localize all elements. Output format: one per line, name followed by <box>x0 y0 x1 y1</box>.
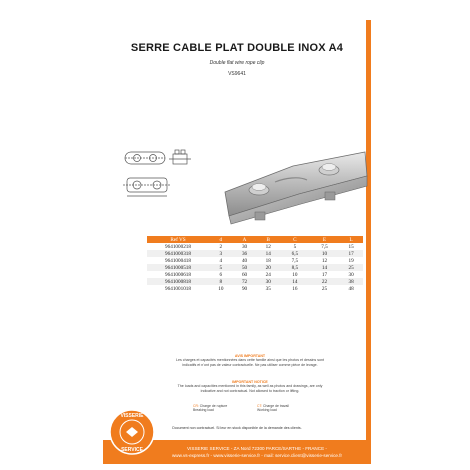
legend-cr-fr: Charge de rupture <box>199 404 228 408</box>
table-cell: 4 <box>219 257 223 264</box>
table-cell: 25 <box>321 285 328 292</box>
table-cell: 36 <box>233 250 257 257</box>
table-row <box>147 271 363 278</box>
column-header: L <box>339 236 363 243</box>
table-cell: 48 <box>348 285 354 292</box>
table-cell: 60 <box>241 271 248 278</box>
table-cell: 9641000418 <box>165 257 191 264</box>
technical-drawing <box>123 146 205 202</box>
table-cell: 7,5 <box>291 257 299 264</box>
table-cell: 9641000618 <box>165 271 191 278</box>
table-cell: 50 <box>233 264 257 271</box>
table-cell: 2 <box>219 243 223 250</box>
table-cell: 30 <box>256 278 280 285</box>
column-header: C <box>280 236 310 243</box>
table-cell: 12 <box>321 257 328 264</box>
column-header: E <box>310 236 340 243</box>
notice-fr-text: Les charges et capacités mentionnées dans cette famille ainsi que les photos et dessins sont indicatifs et n'ont pas de valeur contractuelle. Ne pas utiliser comme pièce de levage. <box>175 358 325 367</box>
legend-ct-en: Working load <box>257 408 277 412</box>
table-cell: 12 <box>265 243 271 250</box>
table-cell: 9641000218 <box>165 243 191 250</box>
legend-breaking-load <box>193 404 227 412</box>
table-cell: 10 <box>292 271 298 278</box>
logo-text-top: VISSERIE <box>120 413 144 419</box>
table-row <box>147 285 363 292</box>
notice-fr-heading: AVIS IMPORTANT <box>234 354 266 358</box>
footer-contact: www.vs-express.fr - www.visserie-service.fr - mail: service.client@visserie-service.fr <box>171 453 343 458</box>
table-cell: 3 <box>209 250 233 257</box>
page-subtitle: Double flat wire rope clip <box>209 60 265 66</box>
column-header: Ref VS <box>147 236 209 243</box>
table-cell: 16 <box>292 285 298 292</box>
footer-address: VISSERIE SERVICE - ZA Nord 72300 PARCE/SARTHE - FRANCE - <box>187 446 327 451</box>
product-reference: VS9641 <box>228 71 246 77</box>
table-cell: 8,5 <box>280 264 310 271</box>
notice-en-text: The loads and capacities mentioned in this family, as well as photos and drawings, are only indicative and not contractual. Not allowed to traction or lifting. <box>177 384 323 393</box>
table-row <box>147 257 363 264</box>
table-cell: 10 <box>218 285 224 292</box>
table-cell: 6 <box>219 271 223 278</box>
table-cell: 25 <box>339 264 363 271</box>
table-cell: 9641001018 <box>165 285 191 292</box>
table-cell: 9641000818 <box>147 278 209 285</box>
legend-cr-en: Breaking load <box>193 408 214 412</box>
legend-ct-fr: Charge de travail <box>263 404 289 408</box>
notice-en <box>175 380 325 393</box>
table-cell: 90 <box>241 285 248 292</box>
logo-text-bottom: SERVICE <box>121 447 143 453</box>
disclaimer-footnote: Document non contractuel. Si leur en stock disponible de la demande des clients. <box>172 426 302 430</box>
table-cell: 22 <box>310 278 340 285</box>
table-row <box>147 264 363 271</box>
table-cell: 7,5 <box>321 243 328 250</box>
table-cell: 9641000318 <box>147 250 209 257</box>
table-cell: 20 <box>256 264 280 271</box>
legend-cr-abbr: CR: <box>193 404 199 408</box>
product-photo <box>215 132 373 228</box>
legend-ct-abbr: CT: <box>257 404 263 408</box>
table-cell: 8 <box>209 278 233 285</box>
table-cell: 17 <box>339 250 363 257</box>
notice-fr <box>175 354 325 367</box>
table-cell: 6,5 <box>280 250 310 257</box>
table-cell: 5 <box>293 243 297 250</box>
visserie-service-logo <box>108 408 156 456</box>
table-cell: 10 <box>310 250 340 257</box>
page-title: SERRE CABLE PLAT DOUBLE INOX A4 <box>130 42 344 54</box>
notice-en-heading: IMPORTANT NOTICE <box>232 380 268 384</box>
table-cell: 30 <box>241 243 248 250</box>
table-row <box>147 243 363 250</box>
table-cell: 30 <box>348 271 354 278</box>
table-cell: 14 <box>310 264 340 271</box>
column-header: d <box>209 236 233 243</box>
table-cell: 9641000518 <box>147 264 209 271</box>
table-cell: 19 <box>348 257 354 264</box>
table-cell: 14 <box>256 250 280 257</box>
table-header-row <box>147 236 363 243</box>
table-cell: 18 <box>265 257 271 264</box>
table-row <box>147 250 363 257</box>
table-cell: 35 <box>265 285 271 292</box>
table-body <box>147 243 363 292</box>
table-cell: 24 <box>265 271 271 278</box>
legend-working-load <box>257 404 289 412</box>
table-cell: 40 <box>241 257 248 264</box>
dimensions-table <box>147 236 363 292</box>
table-cell: 15 <box>348 243 354 250</box>
table-cell: 72 <box>233 278 257 285</box>
column-header: A <box>233 236 257 243</box>
table-cell: 38 <box>339 278 363 285</box>
table-cell: 5 <box>209 264 233 271</box>
table-cell: 14 <box>280 278 310 285</box>
column-header: B <box>256 236 280 243</box>
table-row <box>147 278 363 285</box>
table-cell: 17 <box>321 271 328 278</box>
